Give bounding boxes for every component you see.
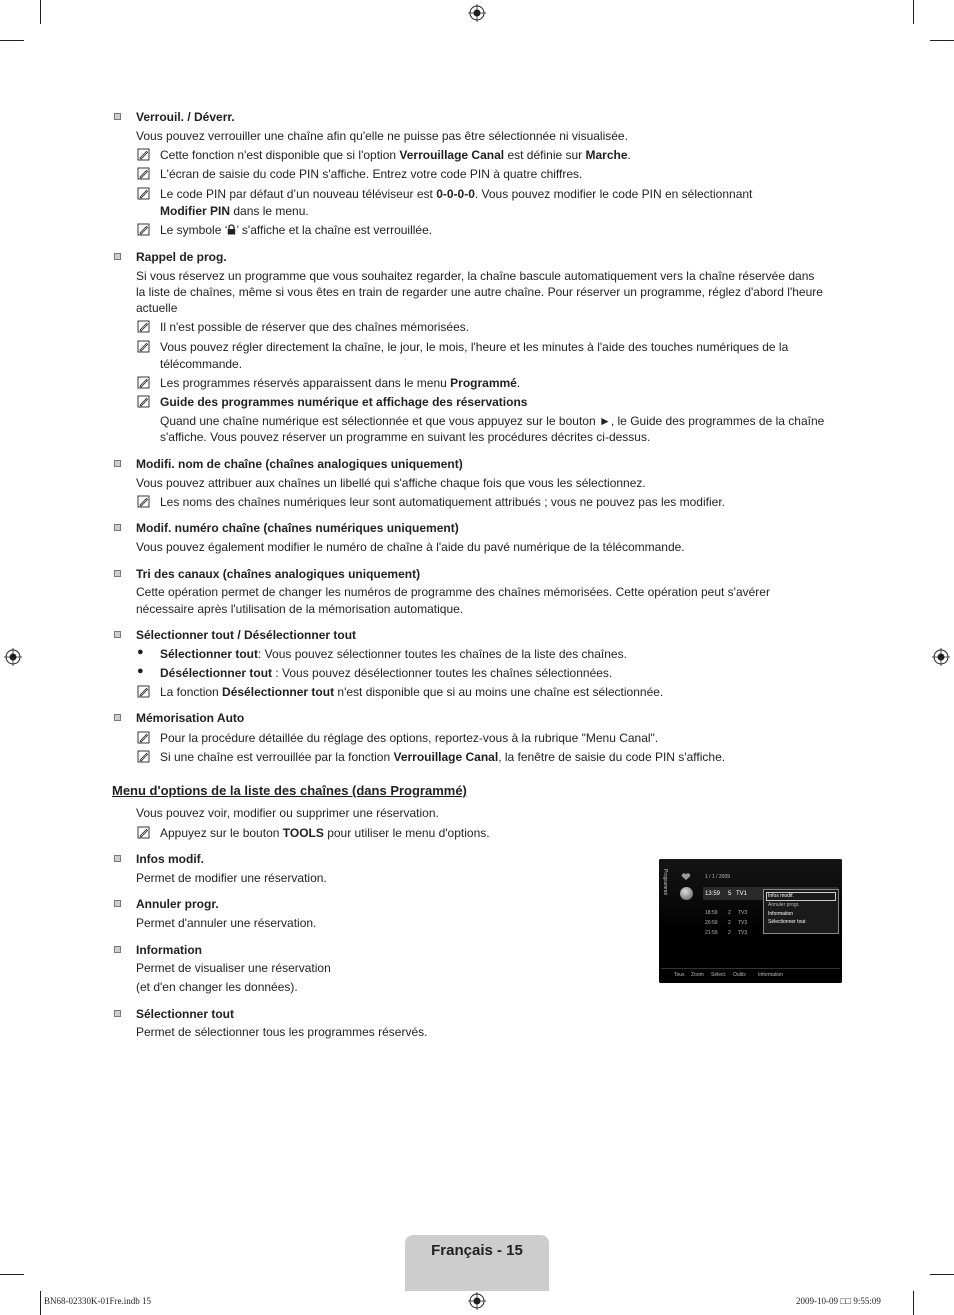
tv-bottom-label: Information <box>758 972 784 978</box>
page-number: Français - 15 <box>431 1242 523 1259</box>
note-icon <box>137 495 150 508</box>
tv-bottom-label: Sélect. <box>711 972 727 978</box>
tv-row-time: 13:59 <box>705 891 721 897</box>
section-heading: Menu d'options de la liste des chaînes (dans Programmé) <box>112 783 467 798</box>
tv-row-channel: 2 <box>728 910 731 916</box>
note-text: Le symbole ‘ ’ s'affiche et la chaîne est verrouillée. <box>160 223 433 237</box>
tv-sidebar-label: Programmé <box>662 869 668 896</box>
tv-row-time: 18:59 <box>705 910 718 916</box>
tv-menu-item: Sélectionner tout <box>768 919 806 925</box>
note-text: Cette fonction n'est disponible que si l'option Verrouillage Canal est définie sur Marche. <box>160 148 631 162</box>
crop-mark <box>930 1274 954 1275</box>
note-icon <box>137 395 150 408</box>
square-bullet-icon <box>114 631 121 638</box>
tv-bottom-label: Zoom <box>691 972 704 978</box>
note-text: s'affiche. Vous pouvez réserver un programme en suivant les procédures décrites ci-dessus. <box>160 430 651 444</box>
tv-date: 1 / 1 / 2009 <box>705 874 731 880</box>
note-text: Appuyez sur le bouton TOOLS pour utiliser le menu d'options. <box>160 826 490 840</box>
item-description: Permet d'annuler une réservation. <box>136 916 317 930</box>
intro-text: Vous pouvez voir, modifier ou supprimer une réservation. <box>136 806 439 820</box>
bullet-text: Sélectionner tout: Vous pouvez sélectionner toutes les chaînes de la liste des chaînes. <box>160 647 627 661</box>
item-description: Permet de sélectionner tous les programmes réservés. <box>136 1025 428 1039</box>
note-icon <box>137 223 150 236</box>
round-bullet-icon: ● <box>137 665 144 677</box>
note-icon <box>137 320 150 333</box>
note-text: Le code PIN par défaut d’un nouveau téléviseur est 0-0-0-0. Vous pouvez modifier le code PIN en sélectionnant <box>160 187 753 201</box>
section-description: Cette opération permet de changer les numéros de programme des chaînes mémorisées. Cette opération peut s'avérer <box>136 585 770 599</box>
note-text: Les programmes réservés apparaissent dans le menu Programmé. <box>160 376 521 390</box>
crop-mark <box>930 40 954 41</box>
square-bullet-icon <box>114 113 121 120</box>
tv-options-menu <box>763 889 839 934</box>
tv-bottom-label: Tous <box>674 972 685 978</box>
item-title: Sélectionner tout <box>136 1007 235 1021</box>
note-text: Il n'est possible de réserver que des chaînes mémorisées. <box>160 320 470 334</box>
crop-mark <box>0 1274 24 1275</box>
tv-row-name: TV3 <box>738 910 748 916</box>
clock-icon <box>680 887 693 900</box>
section-description: actuelle <box>136 301 178 315</box>
heart-icon <box>681 873 691 881</box>
note-title: Guide des programmes numérique et affichage des réservations <box>160 395 528 409</box>
square-bullet-icon <box>114 570 121 577</box>
square-bullet-icon <box>114 946 121 953</box>
section-title: Mémorisation Auto <box>136 711 245 725</box>
square-bullet-icon <box>114 253 121 260</box>
registration-mark-icon <box>932 648 950 666</box>
note-icon <box>137 731 150 744</box>
section-title: Modif. numéro chaîne (chaînes numériques uniquement) <box>136 521 459 535</box>
section-title: Sélectionner tout / Désélectionner tout <box>136 628 357 642</box>
tv-bottom-label: Outils <box>733 972 746 978</box>
square-bullet-icon <box>114 1010 121 1017</box>
note-text: Vous pouvez régler directement la chaîne, le jour, le mois, l'heure et les minutes à l'aide des touches numériques de la <box>160 340 789 354</box>
tv-row-name: TV3 <box>738 930 748 936</box>
section-title: Tri des canaux (chaînes analogiques uniquement) <box>136 567 421 581</box>
note-text: L'écran de saisie du code PIN s'affiche. Entrez votre code PIN à quatre chiffres. <box>160 167 583 181</box>
item-description: Permet de modifier une réservation. <box>136 871 327 885</box>
round-bullet-icon: ● <box>137 646 144 658</box>
section-description: Vous pouvez également modifier le numéro de chaîne à l'aide du pavé numérique de la télécommande. <box>136 540 685 554</box>
item-title: Annuler progr. <box>136 897 219 911</box>
tv-row-channel: 2 <box>728 930 731 936</box>
crop-mark <box>913 0 914 24</box>
square-bullet-icon <box>114 714 121 721</box>
tv-screen-image <box>659 859 842 983</box>
section-title: Modifi. nom de chaîne (chaînes analogiques uniquement) <box>136 457 463 471</box>
crop-mark <box>40 1291 41 1315</box>
note-text-continued: Modifier PIN dans le menu. <box>160 204 309 218</box>
note-icon <box>137 167 150 180</box>
bullet-text: Désélectionner tout : Vous pouvez désélectionner toutes les chaînes sélectionnées. <box>160 666 613 680</box>
note-text: Si une chaîne est verrouillée par la fonction Verrouillage Canal, la fenêtre de saisie du code PIN s'affiche. <box>160 750 726 764</box>
tv-menu-item: Infos modif. <box>768 893 794 899</box>
square-bullet-icon <box>114 855 121 862</box>
item-description: Permet de visualiser une réservation <box>136 961 331 975</box>
crop-mark <box>0 40 24 41</box>
registration-mark-icon <box>468 1292 486 1310</box>
item-title: Infos modif. <box>136 852 204 866</box>
tv-row-time: 20:59 <box>705 920 718 926</box>
crop-mark <box>40 0 41 24</box>
section-description: Vous pouvez attribuer aux chaînes un libellé qui s'affiche chaque fois que vous les sélectionnez. <box>136 476 646 490</box>
square-bullet-icon <box>114 460 121 467</box>
section-description: la liste de chaînes, même si vous êtes en train de regarder une autre chaîne. Pour réserver un programme, réglez d'abord l'heure <box>136 285 823 299</box>
square-bullet-icon <box>114 900 121 907</box>
note-text: La fonction Désélectionner tout n'est disponible que si au moins une chaîne est sélectionnée. <box>160 685 664 699</box>
section-title: Verrouil. / Déverr. <box>136 110 235 124</box>
section-title: Rappel de prog. <box>136 250 227 264</box>
square-bullet-icon <box>114 524 121 531</box>
note-text: Les noms des chaînes numériques leur sont automatiquement attribués ; vous ne pouvez pas les modifier. <box>160 495 725 509</box>
note-icon <box>137 750 150 763</box>
note-icon <box>137 685 150 698</box>
tv-menu-item: Annuler progr. <box>768 902 800 908</box>
tv-row-name: TV3 <box>738 920 748 926</box>
tv-row-channel: 2 <box>728 920 731 926</box>
tv-row-name: TV1 <box>736 891 748 897</box>
footer-date: 2009-10-09 □□ 9:55:09 <box>796 1296 881 1306</box>
note-icon <box>137 376 150 389</box>
tv-row-channel: 5 <box>728 891 732 897</box>
registration-mark-icon <box>468 4 486 22</box>
note-icon <box>137 826 150 839</box>
item-title: Information <box>136 943 202 957</box>
section-description: Vous pouvez verrouiller une chaîne afin qu'elle ne puisse pas être sélectionnée ni visualisée. <box>136 129 628 143</box>
note-icon <box>137 340 150 353</box>
note-text-continued: télécommande. <box>160 357 243 371</box>
note-icon <box>137 187 150 200</box>
note-text: Pour la procédure détaillée du réglage des options, reportez-vous à la rubrique "Menu Canal". <box>160 731 659 745</box>
section-description: Si vous réservez un programme que vous souhaitez regarder, la chaîne bascule automatiquement vers la chaîne réservée dans <box>136 269 815 283</box>
note-text: Quand une chaîne numérique est sélectionnée et que vous appuyez sur le bouton ►, le Guide des programmes de la chaîne <box>160 414 825 428</box>
registration-mark-icon <box>4 648 22 666</box>
tv-row-time: 21:59 <box>705 930 718 936</box>
footer-file: BN68-02330K-01Fre.indb 15 <box>44 1296 151 1306</box>
tv-menu-item: Information <box>768 911 794 917</box>
crop-mark <box>913 1291 914 1315</box>
note-icon <box>137 148 150 161</box>
section-description: nécessaire après l'utilisation de la mémorisation automatique. <box>136 602 464 616</box>
item-description: (et d'en changer les données). <box>136 980 298 994</box>
